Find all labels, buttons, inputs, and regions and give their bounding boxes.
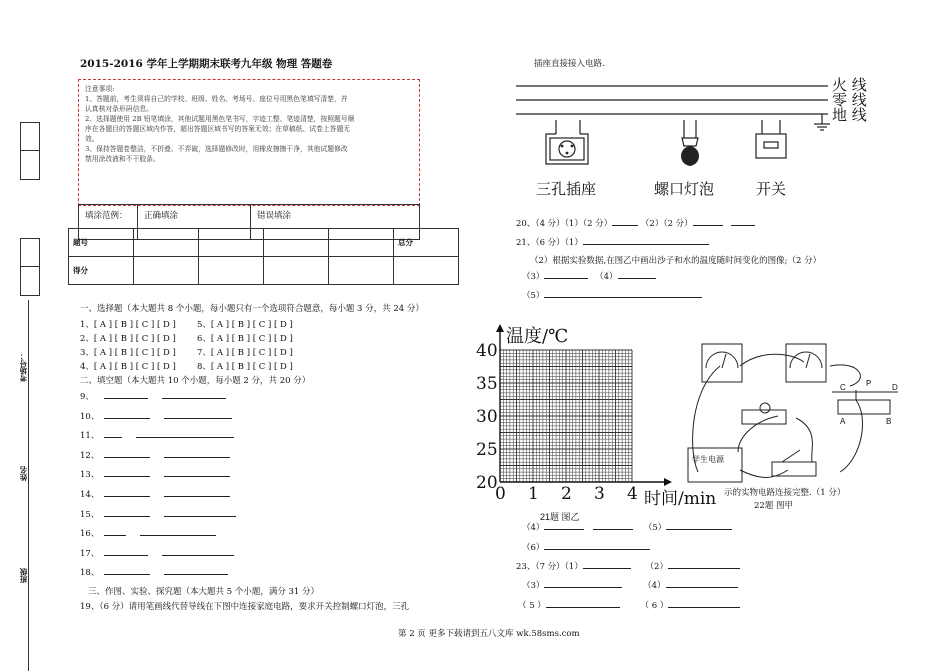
sidebar-box-divider — [20, 150, 40, 151]
fill-blank[interactable] — [104, 389, 148, 399]
question-19-text: 19、（6 分）请用笔画线代替导线在下图中连接家庭电路，要求开关控制螺口灯泡，三孔 — [80, 602, 410, 612]
choice-item-5[interactable]: 5、[ A ] [ B ] [ C ] [ D ] — [197, 320, 293, 330]
bulb-glass — [681, 146, 699, 166]
fill-item-number: 16、 — [80, 529, 100, 540]
fill-blank[interactable] — [164, 565, 228, 575]
page-footer: 第 2 页 更多下载请到五八文库 wk.58sms.com — [398, 629, 580, 639]
question-22-note: 示的实物电路连接完整.（1 分） — [724, 488, 846, 498]
question-21-2: （2）根据实验数据,在图乙中画出沙子和水的温度随时间变化的图像;（2 分） — [530, 256, 822, 266]
class-label: 班级 — [19, 568, 28, 583]
fill-item — [80, 526, 216, 539]
question-21: 21、（6 分）（1） — [516, 235, 709, 248]
x-tick-label: 2 — [561, 484, 572, 504]
fill-item-number: 15、 — [80, 509, 100, 520]
x-tick-label: 1 — [528, 484, 539, 504]
fill-item — [80, 487, 230, 500]
section3-title: 三、作图、实验、探究题（本大题共 5 个小题，满分 31 分） — [88, 587, 320, 597]
wire — [796, 418, 812, 462]
fill-item — [80, 565, 228, 578]
notice-line: 1、答题前，考生须将自己的学校、班级、姓名、考场号、座位号用黑色笔填写清楚，并 — [85, 95, 348, 103]
x-tick-label: 3 — [594, 484, 605, 504]
fill-blank[interactable] — [104, 565, 150, 575]
fill-sample-label: 填涂范例： — [85, 211, 128, 221]
fill-item — [80, 428, 234, 441]
fill-item-number: 13、 — [80, 470, 100, 481]
choice-item-3[interactable]: 3、[ A ] [ B ] [ C ] [ D ] — [80, 348, 176, 358]
circuit-switch — [772, 462, 816, 476]
rheostat-letter-b: B — [886, 417, 892, 426]
question-22-4: （4） （5） — [522, 520, 732, 533]
y-tick-label: 35 — [476, 374, 498, 394]
rheostat-letter-p: P — [866, 379, 872, 388]
wire — [840, 400, 863, 472]
sidebar-box-bottom — [20, 238, 40, 296]
rheostat-letter-c: C — [840, 383, 846, 392]
circuit-caption: 22题 图甲 — [754, 501, 794, 511]
choice-item-8[interactable]: 8、[ A ] [ B ] [ C ] [ D ] — [197, 362, 293, 372]
choice-item-2[interactable]: 2、[ A ] [ B ] [ C ] [ D ] — [80, 334, 176, 344]
rheostat-letter-d: D — [892, 383, 898, 392]
bulb-board — [742, 410, 786, 424]
x-axis-label: 时间/min — [644, 489, 717, 509]
fill-blank[interactable] — [104, 526, 126, 536]
fill-item — [80, 467, 230, 480]
fill-blank[interactable] — [104, 546, 148, 556]
notice-line: 效。 — [85, 135, 99, 143]
graph-caption: 21题 图乙 — [540, 512, 580, 522]
question-23-3: （3） （4） — [522, 578, 738, 591]
fill-item-number: 14、 — [80, 490, 100, 500]
fill-item-number: 9、 — [80, 392, 94, 402]
question-21-5: （5） — [522, 288, 702, 301]
notice-line: 2、选择题使用 2B 铅笔填涂，其他试题用黑色笔书写，字迹工整、笔迹清楚，按照题号顺 — [85, 115, 355, 123]
fill-blank[interactable] — [104, 487, 150, 497]
choice-item-6[interactable]: 6、[ A ] [ B ] [ C ] [ D ] — [197, 334, 293, 344]
experiment-circuit — [680, 330, 910, 510]
score-total-label: 总分 — [394, 229, 459, 257]
fill-blank[interactable] — [104, 428, 122, 438]
rheostat — [838, 400, 890, 414]
fill-item — [80, 409, 232, 422]
notice-line: 禁用涂改液和不干胶条。 — [85, 155, 160, 163]
question-22-6: （6） — [522, 540, 650, 553]
wire — [740, 354, 804, 366]
fill-sample-wrong: 错误填涂 — [250, 205, 419, 239]
switch-label: 开关 — [756, 180, 787, 198]
y-tick-label: 40 — [476, 341, 498, 361]
score-table — [68, 228, 459, 285]
choice-item-4[interactable]: 4、[ A ] [ B ] [ C ] [ D ] — [80, 362, 176, 372]
y-tick-label: 25 — [476, 440, 498, 460]
y-axis-arrow — [496, 324, 504, 332]
fire-wire-label: 火 线 — [832, 76, 867, 94]
fill-blank[interactable] — [162, 389, 226, 399]
fill-blank[interactable] — [164, 409, 232, 419]
choice-item-1[interactable]: 1、[ A ] [ B ] [ C ] [ D ] — [80, 320, 176, 330]
page-title: 2015-2016 学年上学期期末联考九年级 物理 答题卷 — [80, 58, 333, 70]
ground-wire-label: 地 线 — [832, 106, 867, 124]
question-23-5: （ 5 ） （ 6 ） — [518, 598, 740, 611]
fill-item — [80, 389, 226, 402]
y-axis-label: 温度/℃ — [506, 326, 569, 347]
switch-body — [756, 134, 786, 158]
fill-item-number: 18、 — [80, 568, 100, 579]
question-21-3: （3） （4） — [522, 269, 656, 282]
exam-room-label: 考场号： — [19, 352, 28, 382]
fill-blank[interactable] — [162, 546, 234, 556]
notice-line: 认真核对条形码信息。 — [85, 105, 153, 113]
voltmeter — [786, 344, 826, 382]
notice-box — [78, 79, 420, 206]
question-20: 20、（4 分）（1）（2 分） （2）（2 分） — [516, 216, 755, 229]
socket-label: 三孔插座 — [536, 180, 597, 198]
fill-item-number: 17、 — [80, 548, 100, 559]
fill-blank[interactable] — [104, 448, 150, 458]
section1-title: 一、选择题（本大题共 8 个小题，每小题只有一个选项符合题意，每小题 3 分，共 24 分） — [80, 304, 424, 314]
score-row-label: 题号 — [69, 229, 134, 257]
fill-blank[interactable] — [164, 507, 236, 517]
fill-item-number: 12、 — [80, 450, 100, 461]
power-supply-label: 学生电源 — [692, 455, 724, 464]
fill-item-number: 10、 — [80, 411, 100, 422]
fill-sample-correct: 正确填涂 — [137, 205, 250, 239]
ammeter — [702, 344, 742, 382]
notice-line: 序在各题目的答题区域内作答，超出答题区域书写的答案无效；在草稿纸、试卷上答题无 — [85, 125, 351, 133]
x-tick-label: 4 — [627, 484, 638, 504]
power-supply — [688, 448, 742, 482]
rheostat-letter-a: A — [840, 417, 846, 426]
score-row-label-2: 得分 — [69, 257, 134, 285]
bulb-socket — [682, 138, 698, 146]
fill-blank[interactable] — [104, 507, 150, 517]
question-19-continued: 插座直接接入电路. — [534, 59, 605, 69]
fill-blank[interactable] — [104, 467, 150, 477]
home-circuit-diagram — [510, 72, 870, 202]
fill-item — [80, 546, 234, 559]
fill-item — [80, 448, 230, 461]
fill-blank[interactable] — [164, 467, 230, 477]
notice-heading: 注意事项: — [85, 85, 115, 93]
y-tick-label: 30 — [476, 407, 498, 427]
x-tick-label: 0 — [495, 484, 506, 504]
question-23: 23、（7 分）（1） （2） — [516, 559, 740, 572]
x-axis-arrow — [664, 478, 672, 486]
zero-wire-label: 零 线 — [832, 91, 867, 109]
sidebar-box-top — [20, 122, 40, 180]
wire — [738, 416, 778, 452]
fill-item — [80, 507, 236, 520]
name-label: 姓名 — [19, 466, 28, 481]
choice-item-7[interactable]: 7、[ A ] [ B ] [ C ] [ D ] — [197, 348, 293, 358]
notice-line: 3、保持答题卷整洁，不折叠、不弄破，选择题修改时，用橡皮擦擦干净，其他试题修改 — [85, 145, 348, 153]
y-tick-label: 20 — [476, 473, 498, 493]
section2-title: 二、填空题（本大题共 10 个小题，每小题 2 分，共 20 分） — [80, 376, 311, 386]
fill-blank[interactable] — [164, 448, 230, 458]
fill-blank[interactable] — [104, 409, 150, 419]
fill-blank[interactable] — [140, 526, 216, 536]
sidebar-box-divider-2 — [20, 266, 40, 267]
fill-blank[interactable] — [136, 428, 234, 438]
bulb-label: 螺口灯泡 — [654, 180, 715, 198]
fill-blank[interactable] — [164, 487, 230, 497]
fill-item-number: 11、 — [80, 431, 100, 442]
